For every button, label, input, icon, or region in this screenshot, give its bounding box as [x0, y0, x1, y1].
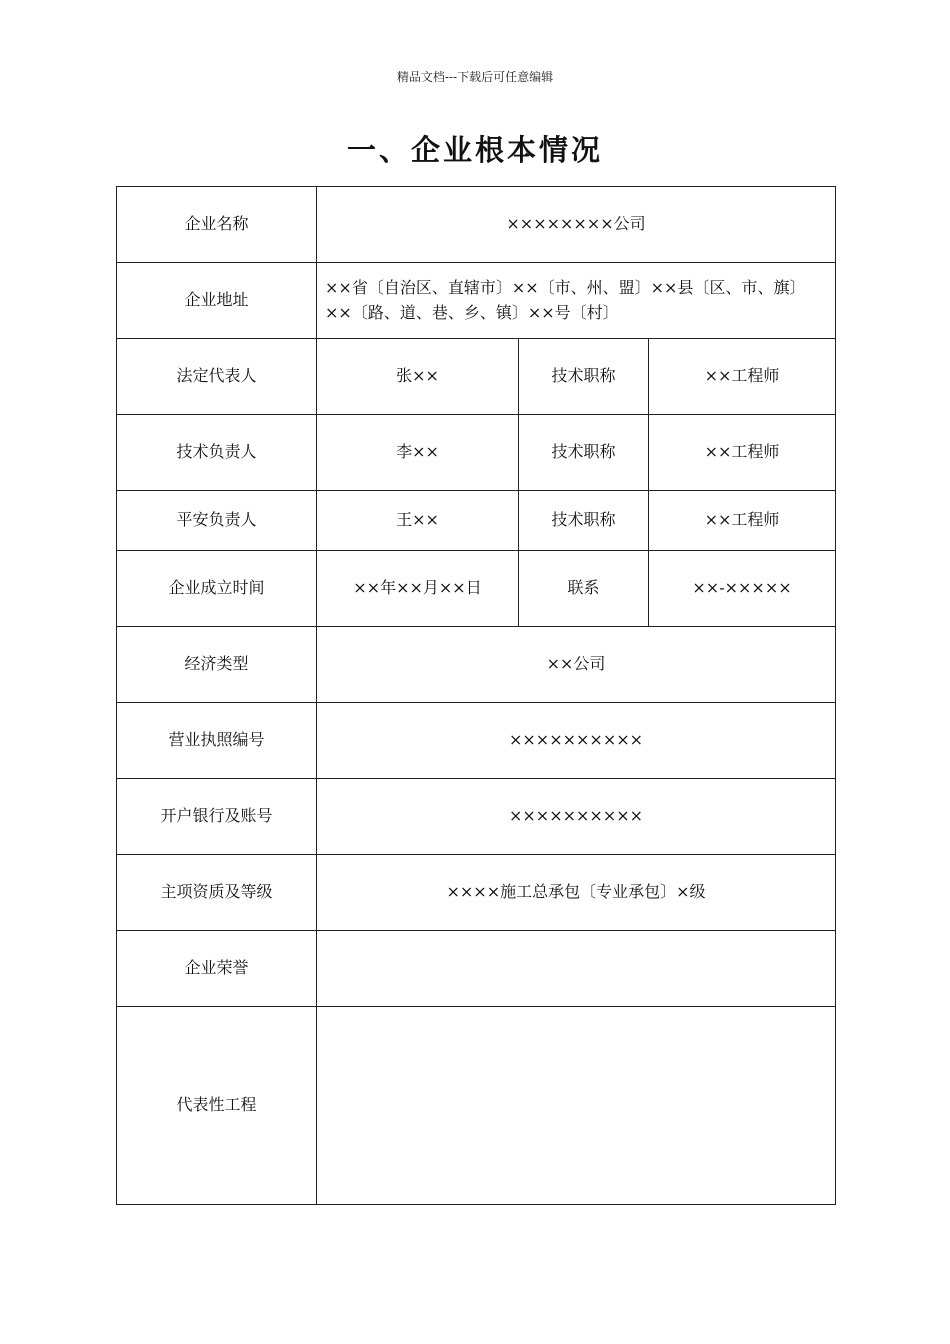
- founded-label: 企业成立时间: [117, 551, 317, 627]
- table-row-tech-lead: [117, 415, 836, 491]
- table-row-economic-type: [117, 627, 836, 703]
- table-row-honors: [117, 931, 836, 1007]
- tech-lead-value: 李××: [317, 415, 519, 491]
- license-no-label: 营业执照编号: [117, 703, 317, 779]
- table-row-safety-lead: [117, 491, 836, 551]
- company-name-value: ××××××××公司: [317, 187, 836, 263]
- table-row-license-no: [117, 703, 836, 779]
- company-address-value: ××省〔自治区、直辖市〕××〔市、州、盟〕××县〔区、市、旗〕××〔路、道、巷、乡、镇〕××号〔村〕: [317, 263, 836, 339]
- safety-lead-title-value: ××工程师: [649, 491, 836, 551]
- tech-lead-title-label: 技术职称: [519, 415, 649, 491]
- projects-label: 代表性工程: [117, 1007, 317, 1205]
- page-title: 一、企业根本情况: [346, 133, 603, 167]
- safety-lead-value: 王××: [317, 491, 519, 551]
- table-row-projects: [117, 1007, 836, 1205]
- table-row-legal-rep: [117, 339, 836, 415]
- table-row-company-address: [117, 263, 836, 339]
- projects-value: [317, 1007, 836, 1205]
- contact-value: ××-×××××: [649, 551, 836, 627]
- honors-label: 企业荣誉: [117, 931, 317, 1007]
- license-no-value: ××××××××××: [317, 703, 836, 779]
- company-info-table: [116, 186, 836, 1205]
- founded-value: ××年××月××日: [317, 551, 519, 627]
- economic-type-label: 经济类型: [117, 627, 317, 703]
- economic-type-value: ××公司: [317, 627, 836, 703]
- company-address-label: 企业地址: [117, 263, 317, 339]
- legal-rep-title-value: ××工程师: [649, 339, 836, 415]
- qualification-label: 主项资质及等级: [117, 855, 317, 931]
- legal-rep-title-label: 技术职称: [519, 339, 649, 415]
- honors-value: [317, 931, 836, 1007]
- qualification-value: ××××施工总承包〔专业承包〕×级: [317, 855, 836, 931]
- table-row-founded: [117, 551, 836, 627]
- bank-account-value: ××××××××××: [317, 779, 836, 855]
- legal-rep-label: 法定代表人: [117, 339, 317, 415]
- page-header: 精品文档---下载后可任意编辑: [396, 70, 554, 84]
- table-row-qualification: [117, 855, 836, 931]
- bank-account-label: 开户银行及账号: [117, 779, 317, 855]
- table-row-bank-account: [117, 779, 836, 855]
- safety-lead-title-label: 技术职称: [519, 491, 649, 551]
- legal-rep-value: 张××: [317, 339, 519, 415]
- company-name-label: 企业名称: [117, 187, 317, 263]
- table-row-company-name: [117, 187, 836, 263]
- safety-lead-label: 平安负责人: [117, 491, 317, 551]
- tech-lead-label: 技术负责人: [117, 415, 317, 491]
- contact-label: 联系: [519, 551, 649, 627]
- tech-lead-title-value: ××工程师: [649, 415, 836, 491]
